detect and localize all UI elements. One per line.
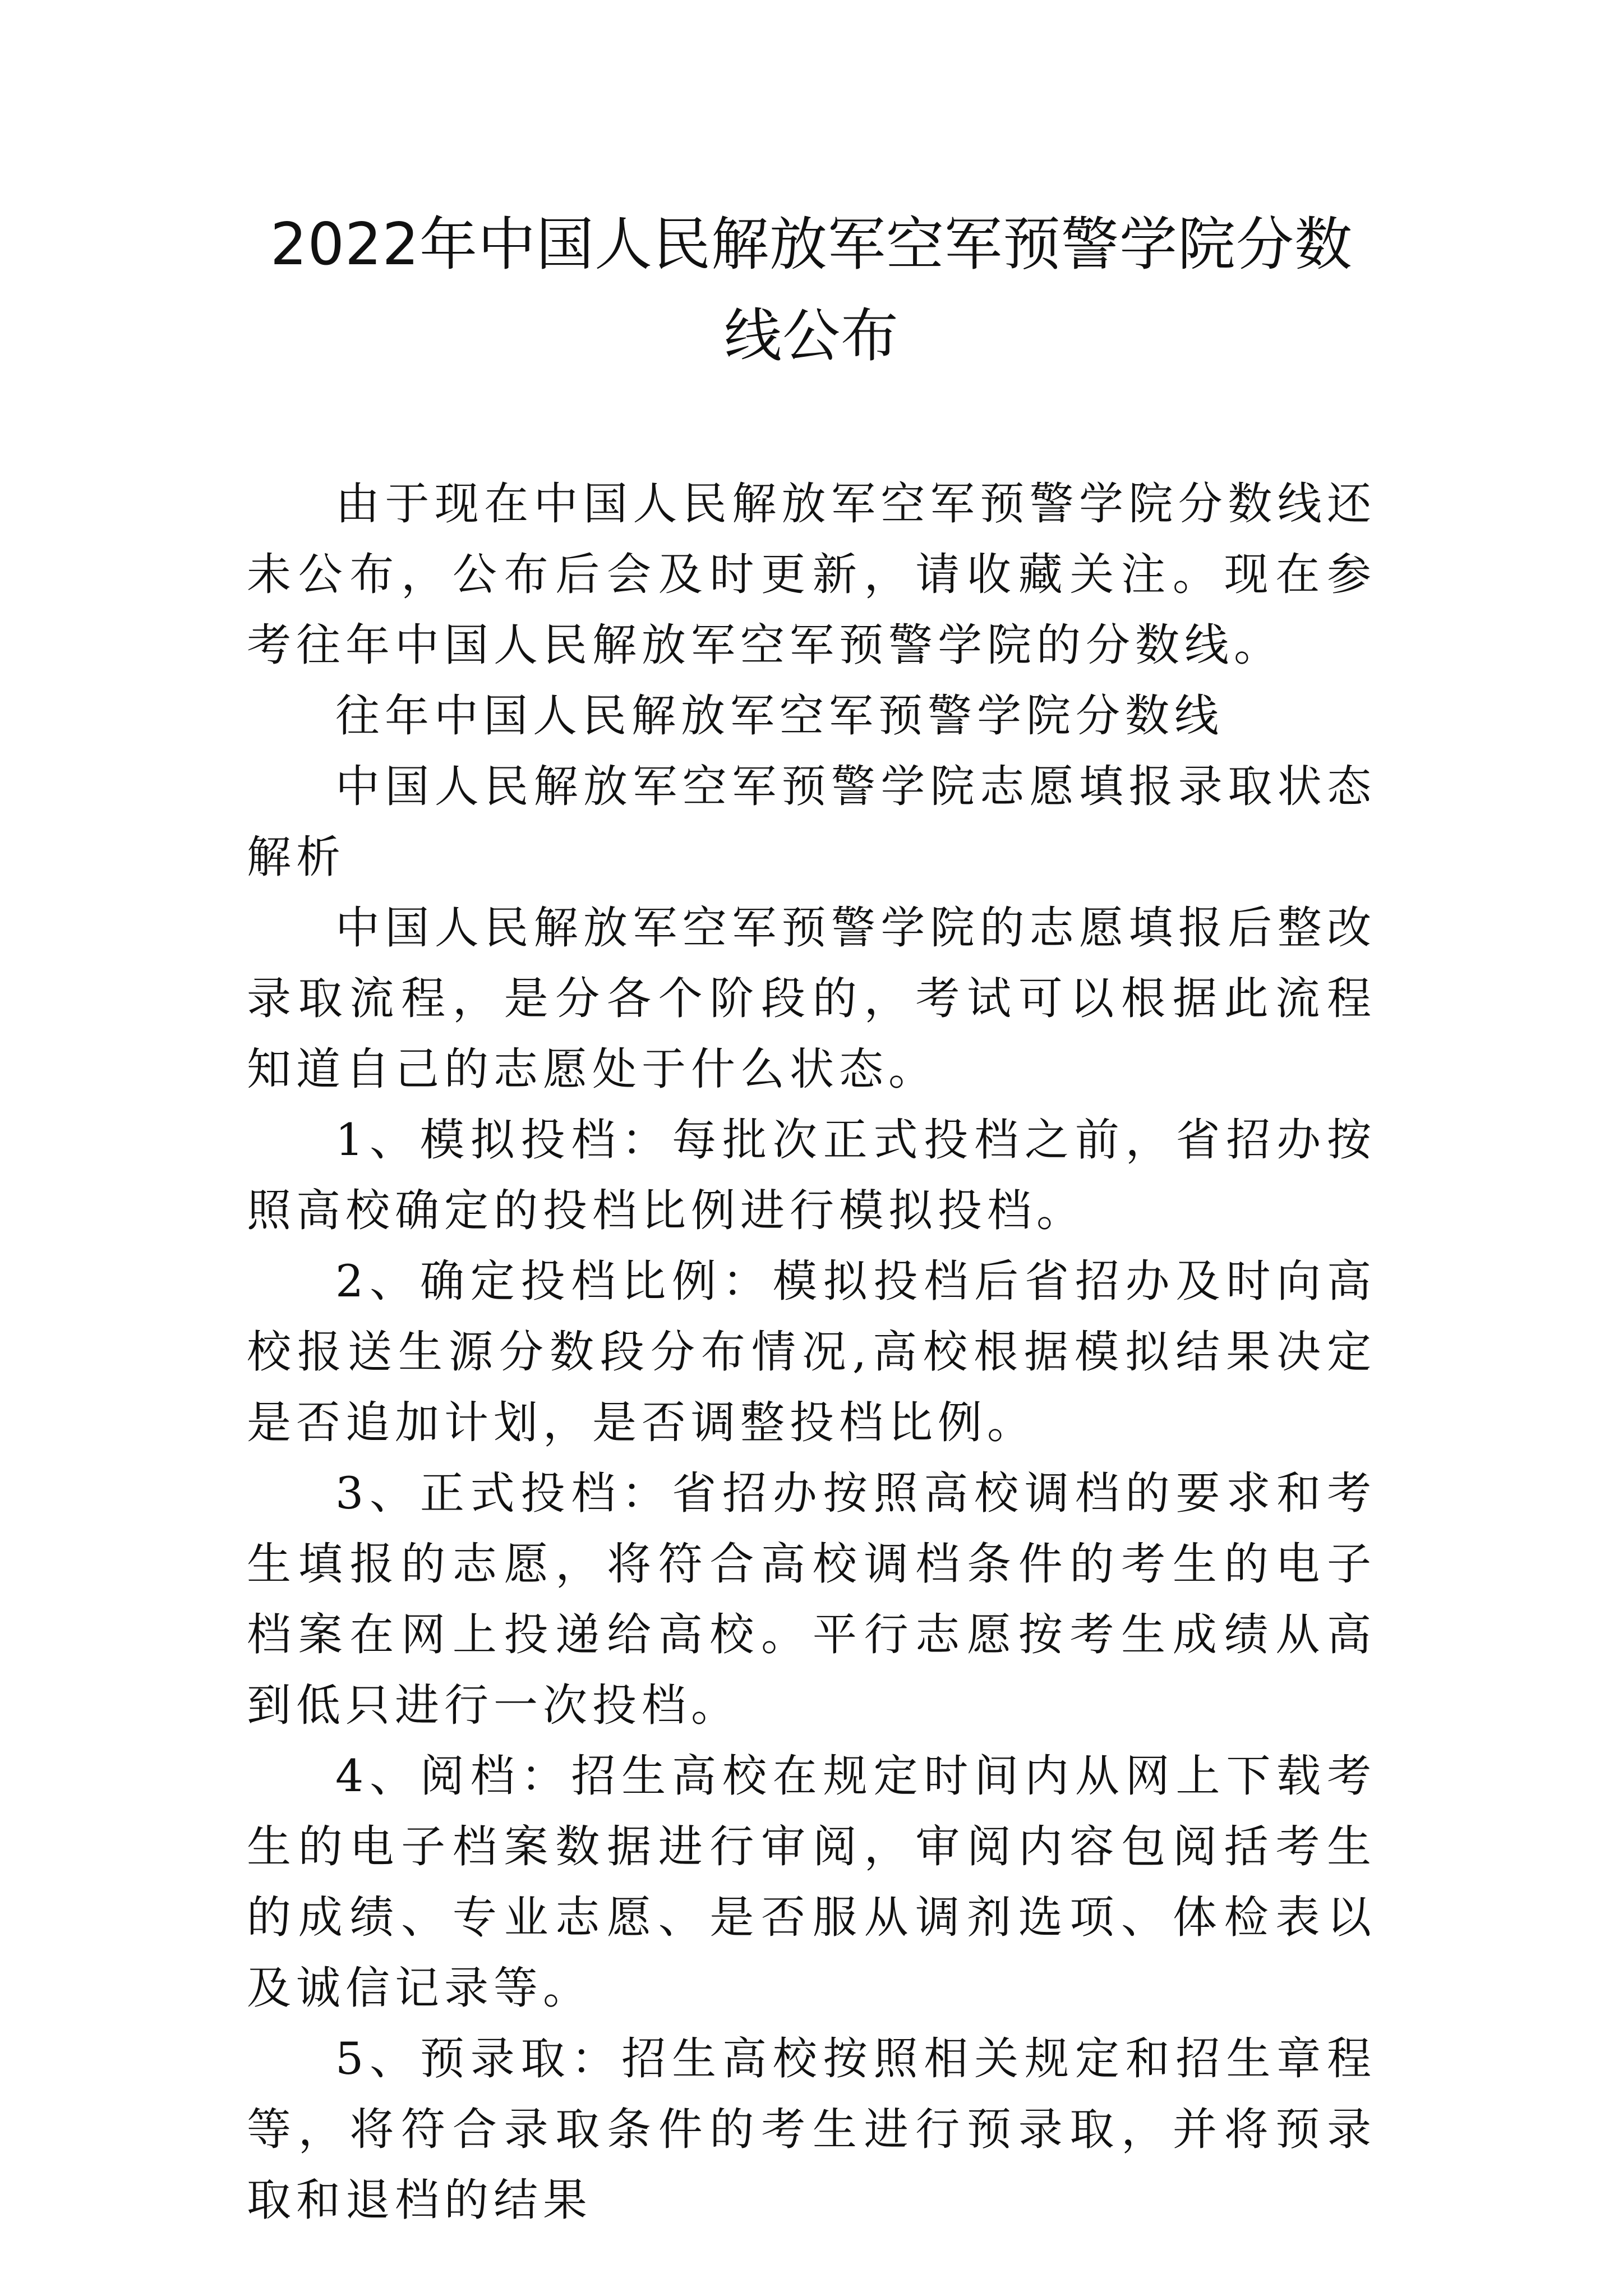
paragraph-admission-status-heading: 中国人民解放军空军预警学院志愿填报录取状态解析 [247,761,1376,883]
paragraph-step-5: 5、预录取：招生高校按照相关规定和招生章程等，将符合录取条件的考生进行预录取，并将预录取和退档的结果 [247,2033,1376,2226]
paragraph-intro: 由于现在中国人民解放军空军预警学院分数线还未公布，公布后会及时更新，请收藏关注。现在参考往年中国人民解放军空军预警学院的分数线。 [247,478,1376,671]
paragraph-step-3: 3、正式投档：省招办按照高校调档的要求和考生填报的志愿，将符合高校调档条件的考生的电子档案在网上投递给高校。平行志愿按考生成绩从高到低只进行一次投档。 [247,1467,1376,1731]
document-body [247,468,1376,2235]
paragraph-past-scores-heading: 往年中国人民解放军空军预警学院分数线 [335,690,1224,742]
paragraph-step-1: 1、模拟投档：每批次正式投档之前，省招办按照高校确定的投档比例进行模拟投档。 [247,1114,1376,1236]
document-title: 2022年中国人民解放军空军预警学院分数线公布 [270,211,1353,370]
paragraph-step-2: 2、确定投档比例：模拟投档后省招办及时向高校报送生源分数段分布情况,高校根据模拟结果决定是否追加计划，是否调整投档比例。 [247,1255,1376,1448]
paragraph-process-overview: 中国人民解放军空军预警学院的志愿填报后整改录取流程，是分各个阶段的，考试可以根据此流程知道自己的志愿处于什么状态。 [247,902,1376,1095]
paragraph-step-4: 4、阅档：招生高校在规定时间内从网上下载考生的电子档案数据进行审阅，审阅内容包阅括考生的成绩、专业志愿、是否服从调剂选项、体检表以及诚信记录等。 [247,1750,1376,2014]
